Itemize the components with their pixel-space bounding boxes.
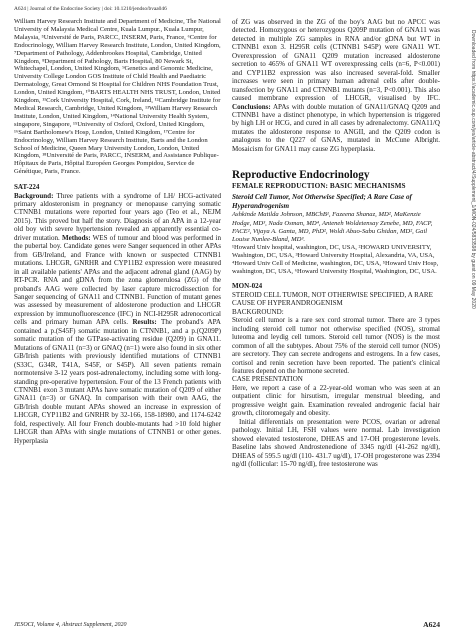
- download-watermark: Downloaded from https://academic.oup.com/jes/article-abstract/4/Supplement_1/MON-024/5833598 by guest on 09 May 2020: [470, 30, 476, 309]
- section-subtitle: FEMALE REPRODUCTION: BASIC MECHANISMS: [232, 182, 406, 191]
- methods-label: Methods:: [62, 233, 91, 242]
- background-label: Background:: [14, 191, 54, 200]
- conclusions-label: Conclusions:: [232, 102, 271, 111]
- affiliations: William Harvey Research Institute and Department of Medicine, The National University of Malaysia Medical Centre, Kuala Lumpur., Kuala Lumpur, Malaysia, ⁵Université de Paris, PARCC, INSERM, Paris, France, ⁶Centre for Endocrinology, William Harvey Research Institute, London, United Kingdom, ⁷Department of Pathology, Addenbrookes Hospital, Cambridge, United Kingdom, ⁸Department of Pathology, Barts Hospital, 80 Newark St, Whitechapel, London, United Kingdom, ⁹Genetics and Genomic Medicine, University College London GOS Institute of Child Health and Paediatric Dermatology, Great Ormond St Hospital for Children NHS Foundation Trust, London, United Kingdom, ¹⁰BARTS HEALTH NHS TRUST, London, United Kingdom, ¹¹Cork University Hospital, Cork, Ireland, ¹²Cambridge Institute for Medical Research, Cambridge, United Kingdom, ¹³William Harvey Research Institute, London, United Kingdom, ¹⁴National University Health System, singapore, Singapore, ¹⁵University of Oxford, Oxford, United Kingdom, ¹⁶Saint Bartholomew's Hosp, London, United Kingdom, ¹⁷Centre for Endocrinology, William Harvey Research Institute, Barts and the London School of Medicine, Queen Mary University London, London, United Kingdom, ¹⁸Université de Paris, PARCC, INSERM, and Assistance Publique-Hôpitaux de Paris, Hôpital Européen Georges Pompidou, Service de Génétique, Paris, France.: [14, 18, 221, 176]
- page-footer: [14, 622, 440, 628]
- methods-text: WES of tumour and blood was performed in the pubertal boy. Candidate genes were Sanger sequenced in other APAs from GB/Ireland, and France with known or suspected CTNNB1 mutations. LHCGR, GNRHR and CYP11B2 expression were measured in all available patients' APAs and the adjacent adrenal gland (AAG) by RT-PCR. RNA and gDNA from the zona glomerulosa (ZG) of the proband's AAG were collected by laser capture microdissection for Sanger sequencing of GNA11 and CTNNB1. Function of mutant genes was assessed by measurement of aldosterone production and LHCGR expression by immunofluorescence (IFC) in NCI-H295R adrenocortical cells and primary human APA cells.: [14, 233, 221, 327]
- page-number: A624: [423, 620, 440, 629]
- background-text: Three patients with a syndrome of LH/ HCG-activated primary aldosteronism in pregnancy or menopause carrying somatic CTNNB1 mutations were reported four years ago (Teo et al., NEJM 2015). This proved but half the story. Diagnosis of an APA in a 12-year old boy with severe hypertension revealed an apparently essential co-driver mutation.: [14, 191, 221, 242]
- abstract-body: [14, 192, 221, 446]
- running-header: A624 | Journal of the Endocrine Society | doi: 10.1210/jendso/bvaa046: [14, 6, 167, 12]
- right-column: [232, 18, 440, 468]
- continued-abstract: [232, 18, 440, 153]
- article-title: Steroid Cell Tumor, Not Otherwise Specified; A Rare Case of Hyperandrogenism: [232, 193, 412, 210]
- results-label: Results:: [132, 318, 157, 327]
- continued-text: of ZG was observed in the ZG of the boy's AAG but no APCC was detected. Homozygous or heterozygous Q209P mutation of GNA11 was detected in multiple ZG samples in RNA and/or gDNA but WT in CTNNB1 exon 3. H295R cells (CTNNB1 S45P) were GNA11 WT. Overexpression of GNA11 Q209 mutation increased aldosterone secretion to 465% of GNA11 WT overexpressing cells (n=6, P<0.001) and CYP11B2 expression was also increased several-fold. Smaller increases were seen in primary human adrenal cells after double-transfection by GNA11 and CTNNB1 mutants (n=3, P<0.001). This also caused membrane expression of LHCGR, visualised by IFC.: [232, 18, 440, 103]
- author-affiliations: ¹Howard Univ hospital, washington, DC, USA, ²HOWARD UNIVERSITY, Washington, DC, USA, ³Howard University Hospital, Alexandria, VA, USA, ⁴Howard Univ Cell of Medicine, washington, DC, USA, ⁵Howard Univ Hosp, washington, DC, USA, ⁶Howard University Hospital, Washington, DC, USA.: [232, 243, 439, 275]
- conclusions-text: APAs with double mutation of GNA11/GNAQ Q209 and CTNNB1 have a distinct phenotype, in which hypertension is triggered by high LH or HCG, and cured in all cases by adrenalectomy. GNA11/Q mutates the aldosterone response to ANGII, and the Q209 codon is analogous to the Q227 of GNAS, mutated in McCune Albright. Mosaicism for GNA11 may cause ZG hyperplasia.: [232, 102, 440, 153]
- case-heading: CASE PRESENTATION: [232, 375, 303, 384]
- abstract-caps-title: STEROID CELL TUMOR, NOT OTHERWISE SPECIFIED, A RARE CAUSE OF HYPERANDROGENISM: [232, 290, 433, 308]
- abstract-id: SAT-224: [14, 183, 40, 192]
- author-list: Ashkinde Matilda Johnson, MBChB¹, Fazeena Shanaz, MD², MaKenzie Hodge, MD³, Nada Osman, MD⁴, Anteneh Woldetensay Zenebe, MD, FACP, FACE², Vijaya A. Ganta, MD, PhD², Woldi Abuo-Sabu Ghidan, MD², Gail Louise Nunlee-Bland, MD³.: [232, 211, 433, 243]
- journal-footer: JESOCI, Volume 4, Abstract Supplement, 2020: [14, 622, 127, 628]
- results-text: The proband's APA contained a p.(S45F) somatic mutation in CTNNB1, and a p.(Q209P) somatic mutation of the GTPase-activating residue (Q209) in GNA11. Mutations of GNA11 (n=3) or GNAQ (n=1) were also found in six other GB/Irish patients with previously identified mutations of CTNNB1 (S33C, G34R, T41A, S45F, or S45P). All seven patients remain normotensive 3-12 years post-adrenalectomy, including some with long-standing pre-operative hypertension. Four of the 13 French patients with CTNNB1 exon 3 mutant APAs have somatic mutation of Q209 of either GNA11 (n=3) or GNAQ. In comparison with their own AAG, the GB/Irish double mutant APAs showed an increase in expression of LHCGR, CYP11B2 and GNRHR by 32-166, 158-18980, and 1174-6242 fold, respectively. All four French double-mutants had >10 fold higher LHCGR than APAs with single mutations of CTNNB1 or other genes. Hyperplasia: [14, 318, 221, 445]
- initial-paragraph: Initial differentials on presentation were PCOS, ovarian or adrenal pathology. Initial LH, FSH values were normal. Lab investigation showed elevated testosterone, DHEAS and 17-OH progesterone levels. Baseline labs showed Androstenedione of 3345 ng/dl (41-262 ng/dl), DHEAS of 595.5 ug/dl (110- 431.7 ug/dl), 17-OH progesterone was 2394 ng/dl (follicular: 15-70 ng/dl), free testosterone was: [232, 417, 440, 468]
- left-column: [14, 18, 221, 445]
- background-paragraph: Steroid cell tumor is a rare sex cord stromal tumor. There are 3 types including steroid cell tumor not otherwise specified (NOS), stromal luteoma and leydig cell tumors. Steroid cell tumor (NOS) is the most common of all the subtypes. About 75% of the steroid cell tumor (NOS) are secretory. They can secrete androgens and estrogens. In a few cases, cortisol and renin secretion have been reported. The patient's clinical features depend on the hormone secreted.: [232, 316, 440, 375]
- abstract-id-mon: MON-024: [232, 282, 263, 291]
- case-paragraph: Here, we report a case of a 22-year-old woman who was seen at an outpatient clinic for hirsutism, irregular menstrual bleeding, and progressive weight gain. Examination revealed androgenic facial hair growth, clitoromegaly and obesity.: [232, 383, 440, 418]
- section-title: Reproductive Endocrinology: [232, 169, 370, 182]
- background-heading: BACKGROUND:: [232, 307, 284, 316]
